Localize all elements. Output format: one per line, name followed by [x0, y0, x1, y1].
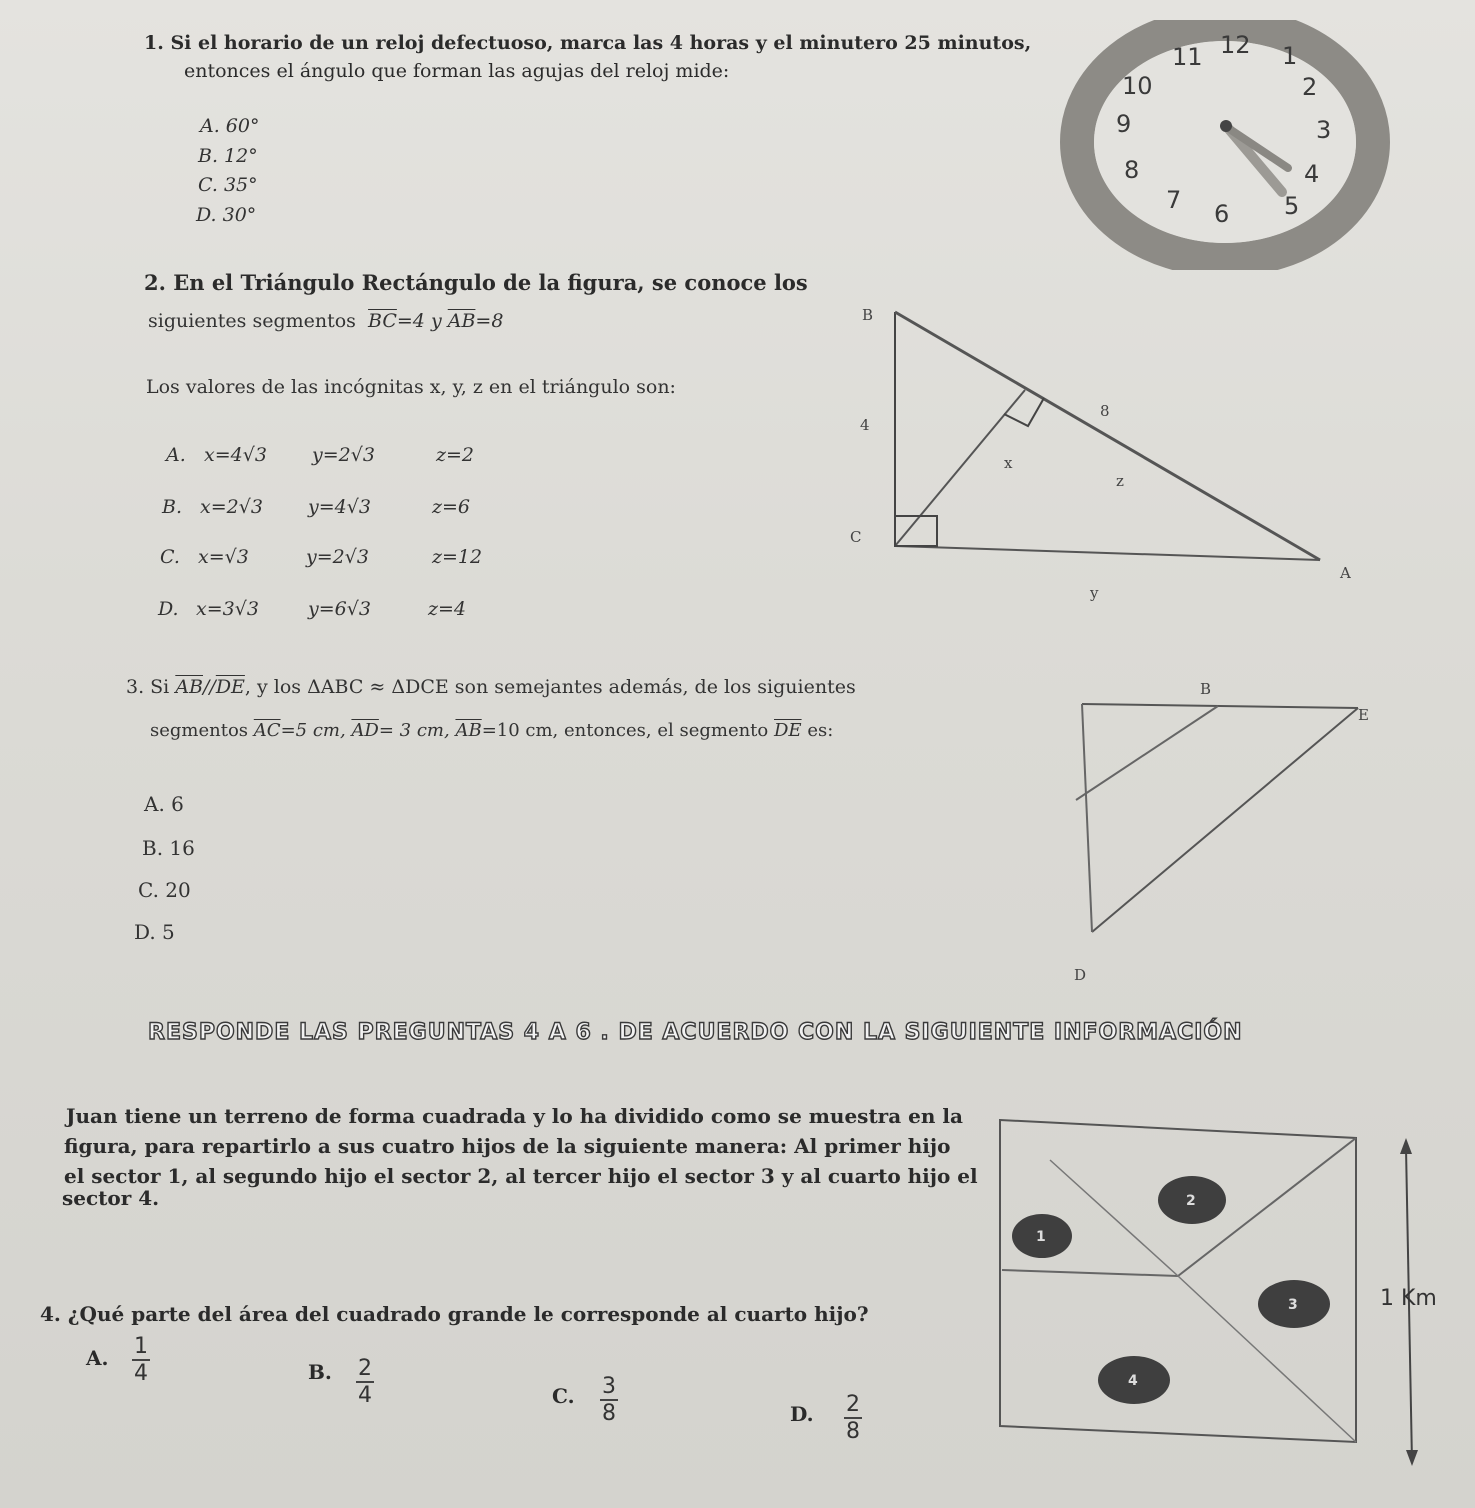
q1-option-b[interactable]: B. 12°	[198, 145, 258, 167]
q2-seg-ab-val: =8	[475, 310, 504, 332]
q3-parallel: //	[203, 676, 216, 698]
terrain-diag-left	[1050, 1160, 1178, 1276]
q3-label-e: E	[1358, 706, 1369, 724]
q2-stem-prefix: siguientes segmentos	[148, 310, 356, 332]
q3-seg-ab2: $\overline{AB}$	[455, 720, 482, 741]
q4-option-c-letter[interactable]: C.	[552, 1384, 575, 1408]
clock-number-3: 3	[1316, 116, 1332, 144]
q2-option-b-y: y=4√3	[308, 496, 371, 518]
sector-1-label: 1	[1036, 1229, 1046, 1245]
info-line2: figura, para repartirlo a sus cuatro hijos de la siguiente manera: Al primer hijo	[64, 1134, 951, 1158]
q1-option-c[interactable]: C. 35°	[198, 174, 258, 196]
q4-option-c-den: 8	[602, 1401, 616, 1426]
q4-option-c-fraction[interactable]	[600, 1374, 618, 1426]
q2-option-b-letter: B.	[162, 496, 183, 518]
sector-2-label: 2	[1186, 1193, 1196, 1209]
q2-option-a-z: z=2	[436, 444, 475, 466]
q2-label-side4: 4	[860, 416, 870, 434]
info-line3: el sector 1, al segundo hijo el sector 2, al tercer hijo el sector 3 y al cuarto hijo el	[64, 1164, 978, 1188]
sector-4-label: 4	[1128, 1373, 1138, 1389]
q2-hypotenuse-ab	[895, 312, 1320, 560]
q2-stem-line3: Los valores de las incógnitas x, y, z en el triángulo son:	[146, 376, 676, 398]
q3-line2-suffix: es:	[807, 720, 834, 741]
q3-option-d[interactable]: D. 5	[134, 920, 175, 944]
q2-label-a: A	[1340, 564, 1351, 582]
q3-line2-prefix: segmentos	[150, 720, 249, 741]
q3-stem-prefix: 3. Si	[126, 676, 170, 698]
q4-option-b-den: 4	[358, 1383, 372, 1408]
side-length-label: 1 Km	[1380, 1286, 1437, 1311]
q2-option-c-z: z=12	[432, 546, 483, 568]
q2-label-side8: 8	[1100, 402, 1110, 420]
q3-stem-mid: , y los ΔABC ≈ ΔDCE son semejantes además, de los siguientes	[244, 676, 856, 698]
q4-option-d-den: 8	[846, 1419, 860, 1444]
q2-option-b-x: x=2√3	[200, 496, 263, 518]
q3-option-a[interactable]: A. 6	[144, 792, 184, 816]
clock-number-10: 10	[1122, 72, 1153, 100]
q3-segment-be	[1082, 704, 1358, 708]
clock-number-5: 5	[1284, 192, 1300, 220]
q4-option-a-letter[interactable]: A.	[86, 1346, 109, 1370]
q3-seg-de: $\overline{DE}$	[215, 676, 245, 698]
info-line4: sector 4.	[62, 1186, 160, 1210]
q3-seg-ab: $\overline{AB}$	[175, 676, 203, 698]
q2-option-b[interactable]	[162, 496, 471, 518]
clock-figure	[1060, 20, 1390, 270]
q2-option-b-z: z=6	[432, 496, 471, 518]
q2-option-c-letter: C.	[160, 546, 180, 568]
q2-label-y: y	[1090, 584, 1099, 602]
q2-label-x: x	[1004, 454, 1013, 472]
q3-seg-ad: $\overline{AD}$	[351, 720, 379, 741]
clock-center	[1220, 120, 1232, 132]
q4-option-b-letter[interactable]: B.	[308, 1360, 332, 1384]
q2-stem-line2	[148, 310, 503, 332]
q3-triangle-figure	[1040, 670, 1370, 1000]
q2-option-d-x: x=3√3	[196, 598, 259, 620]
q4-option-a-fraction[interactable]	[132, 1334, 150, 1386]
clock-number-12: 12	[1220, 31, 1251, 59]
q2-side-ca	[895, 546, 1320, 560]
clock-number-11: 11	[1172, 43, 1203, 71]
q3-label-b: B	[1200, 680, 1212, 698]
clock-number-9: 9	[1116, 110, 1132, 138]
q4-option-b-fraction[interactable]	[356, 1356, 374, 1408]
q2-label-b: B	[862, 306, 874, 324]
arrow-up-icon	[1400, 1138, 1412, 1154]
q4-option-a-den: 4	[134, 1361, 148, 1386]
q4-option-a-num: 1	[134, 1334, 148, 1359]
q3-option-b[interactable]: B. 16	[142, 836, 195, 860]
q4-option-d-num: 2	[846, 1392, 860, 1417]
q3-label-d: D	[1074, 966, 1087, 984]
q2-option-a-x: x=4√3	[204, 444, 267, 466]
q2-option-a-letter: A.	[166, 444, 186, 466]
q2-label-c: C	[850, 528, 862, 546]
clock-number-2: 2	[1302, 73, 1318, 101]
q4-option-d-fraction[interactable]	[844, 1392, 862, 1444]
clock-number-6: 6	[1214, 200, 1230, 228]
q3-option-c[interactable]: C. 20	[138, 878, 191, 902]
q3-stem-line2	[150, 720, 833, 741]
arrow-down-icon	[1406, 1450, 1418, 1466]
q2-seg-bc: $\overline{BC}$	[368, 310, 397, 332]
sector-3-label: 3	[1288, 1297, 1298, 1313]
q3-segment-ed	[1092, 708, 1358, 932]
q3-seg-de2: $\overline{DE}$	[774, 720, 802, 741]
q3-seg-ac: $\overline{AC}$	[253, 720, 281, 741]
q4-option-b-num: 2	[358, 1356, 372, 1381]
q2-triangle-figure	[840, 290, 1400, 620]
q2-option-d-letter: D.	[158, 598, 179, 620]
q4-stem: 4. ¿Qué parte del área del cuadrado grande le corresponde al cuarto hijo?	[40, 1302, 869, 1326]
clock-number-4: 4	[1304, 160, 1320, 188]
q2-seg-ab: $\overline{AB}$	[447, 310, 476, 332]
q2-option-c-y: y=2√3	[306, 546, 369, 568]
q3-ac-val: =5 cm,	[280, 720, 346, 741]
section-header: RESPONDE LAS PREGUNTAS 4 A 6 . DE ACUERDO CON LA SIGUIENTE INFORMACIÓN	[148, 1020, 1243, 1045]
q1-stem-line1: 1. Si el horario de un reloj defectuoso, marca las 4 horas y el minutero 25 minutos,	[144, 32, 1032, 54]
q2-option-a[interactable]	[166, 444, 475, 466]
terrain-midline-left	[1002, 1270, 1178, 1276]
q1-stem-line2: entonces el ángulo que forman las agujas del reloj mide:	[184, 60, 730, 82]
q1-option-a[interactable]: A. 60°	[200, 115, 260, 137]
q3-segment-bc	[1076, 706, 1218, 800]
q4-option-d-letter[interactable]: D.	[790, 1402, 814, 1426]
q2-option-c-x: x=√3	[198, 546, 249, 568]
q3-ad-val: = 3 cm,	[378, 720, 450, 741]
q3-ab-val: =10 cm, entonces, el segmento	[481, 720, 769, 741]
q2-option-d-y: y=6√3	[308, 598, 371, 620]
q1-option-d[interactable]: D. 30°	[196, 204, 257, 226]
info-line1: Juan tiene un terreno de forma cuadrada y lo ha dividido como se muestra en la	[66, 1104, 963, 1128]
q2-stem-line1: 2. En el Triángulo Rectángulo de la figura, se conoce los	[144, 270, 808, 295]
q2-seg-bc-val: =4 y	[396, 310, 442, 332]
q2-label-z: z	[1116, 472, 1124, 490]
q2-option-d-z: z=4	[428, 598, 467, 620]
q2-option-c[interactable]	[160, 546, 483, 568]
q3-stem-line1	[126, 676, 856, 698]
q4-option-c-num: 3	[602, 1374, 616, 1399]
clock-number-7: 7	[1166, 186, 1182, 214]
q2-option-a-y: y=2√3	[312, 444, 375, 466]
q2-option-d[interactable]	[158, 598, 467, 620]
q2-right-angle-foot	[1004, 398, 1044, 426]
clock-number-1: 1	[1282, 42, 1298, 70]
clock-number-8: 8	[1124, 156, 1140, 184]
q3-segment-bd	[1082, 704, 1092, 932]
